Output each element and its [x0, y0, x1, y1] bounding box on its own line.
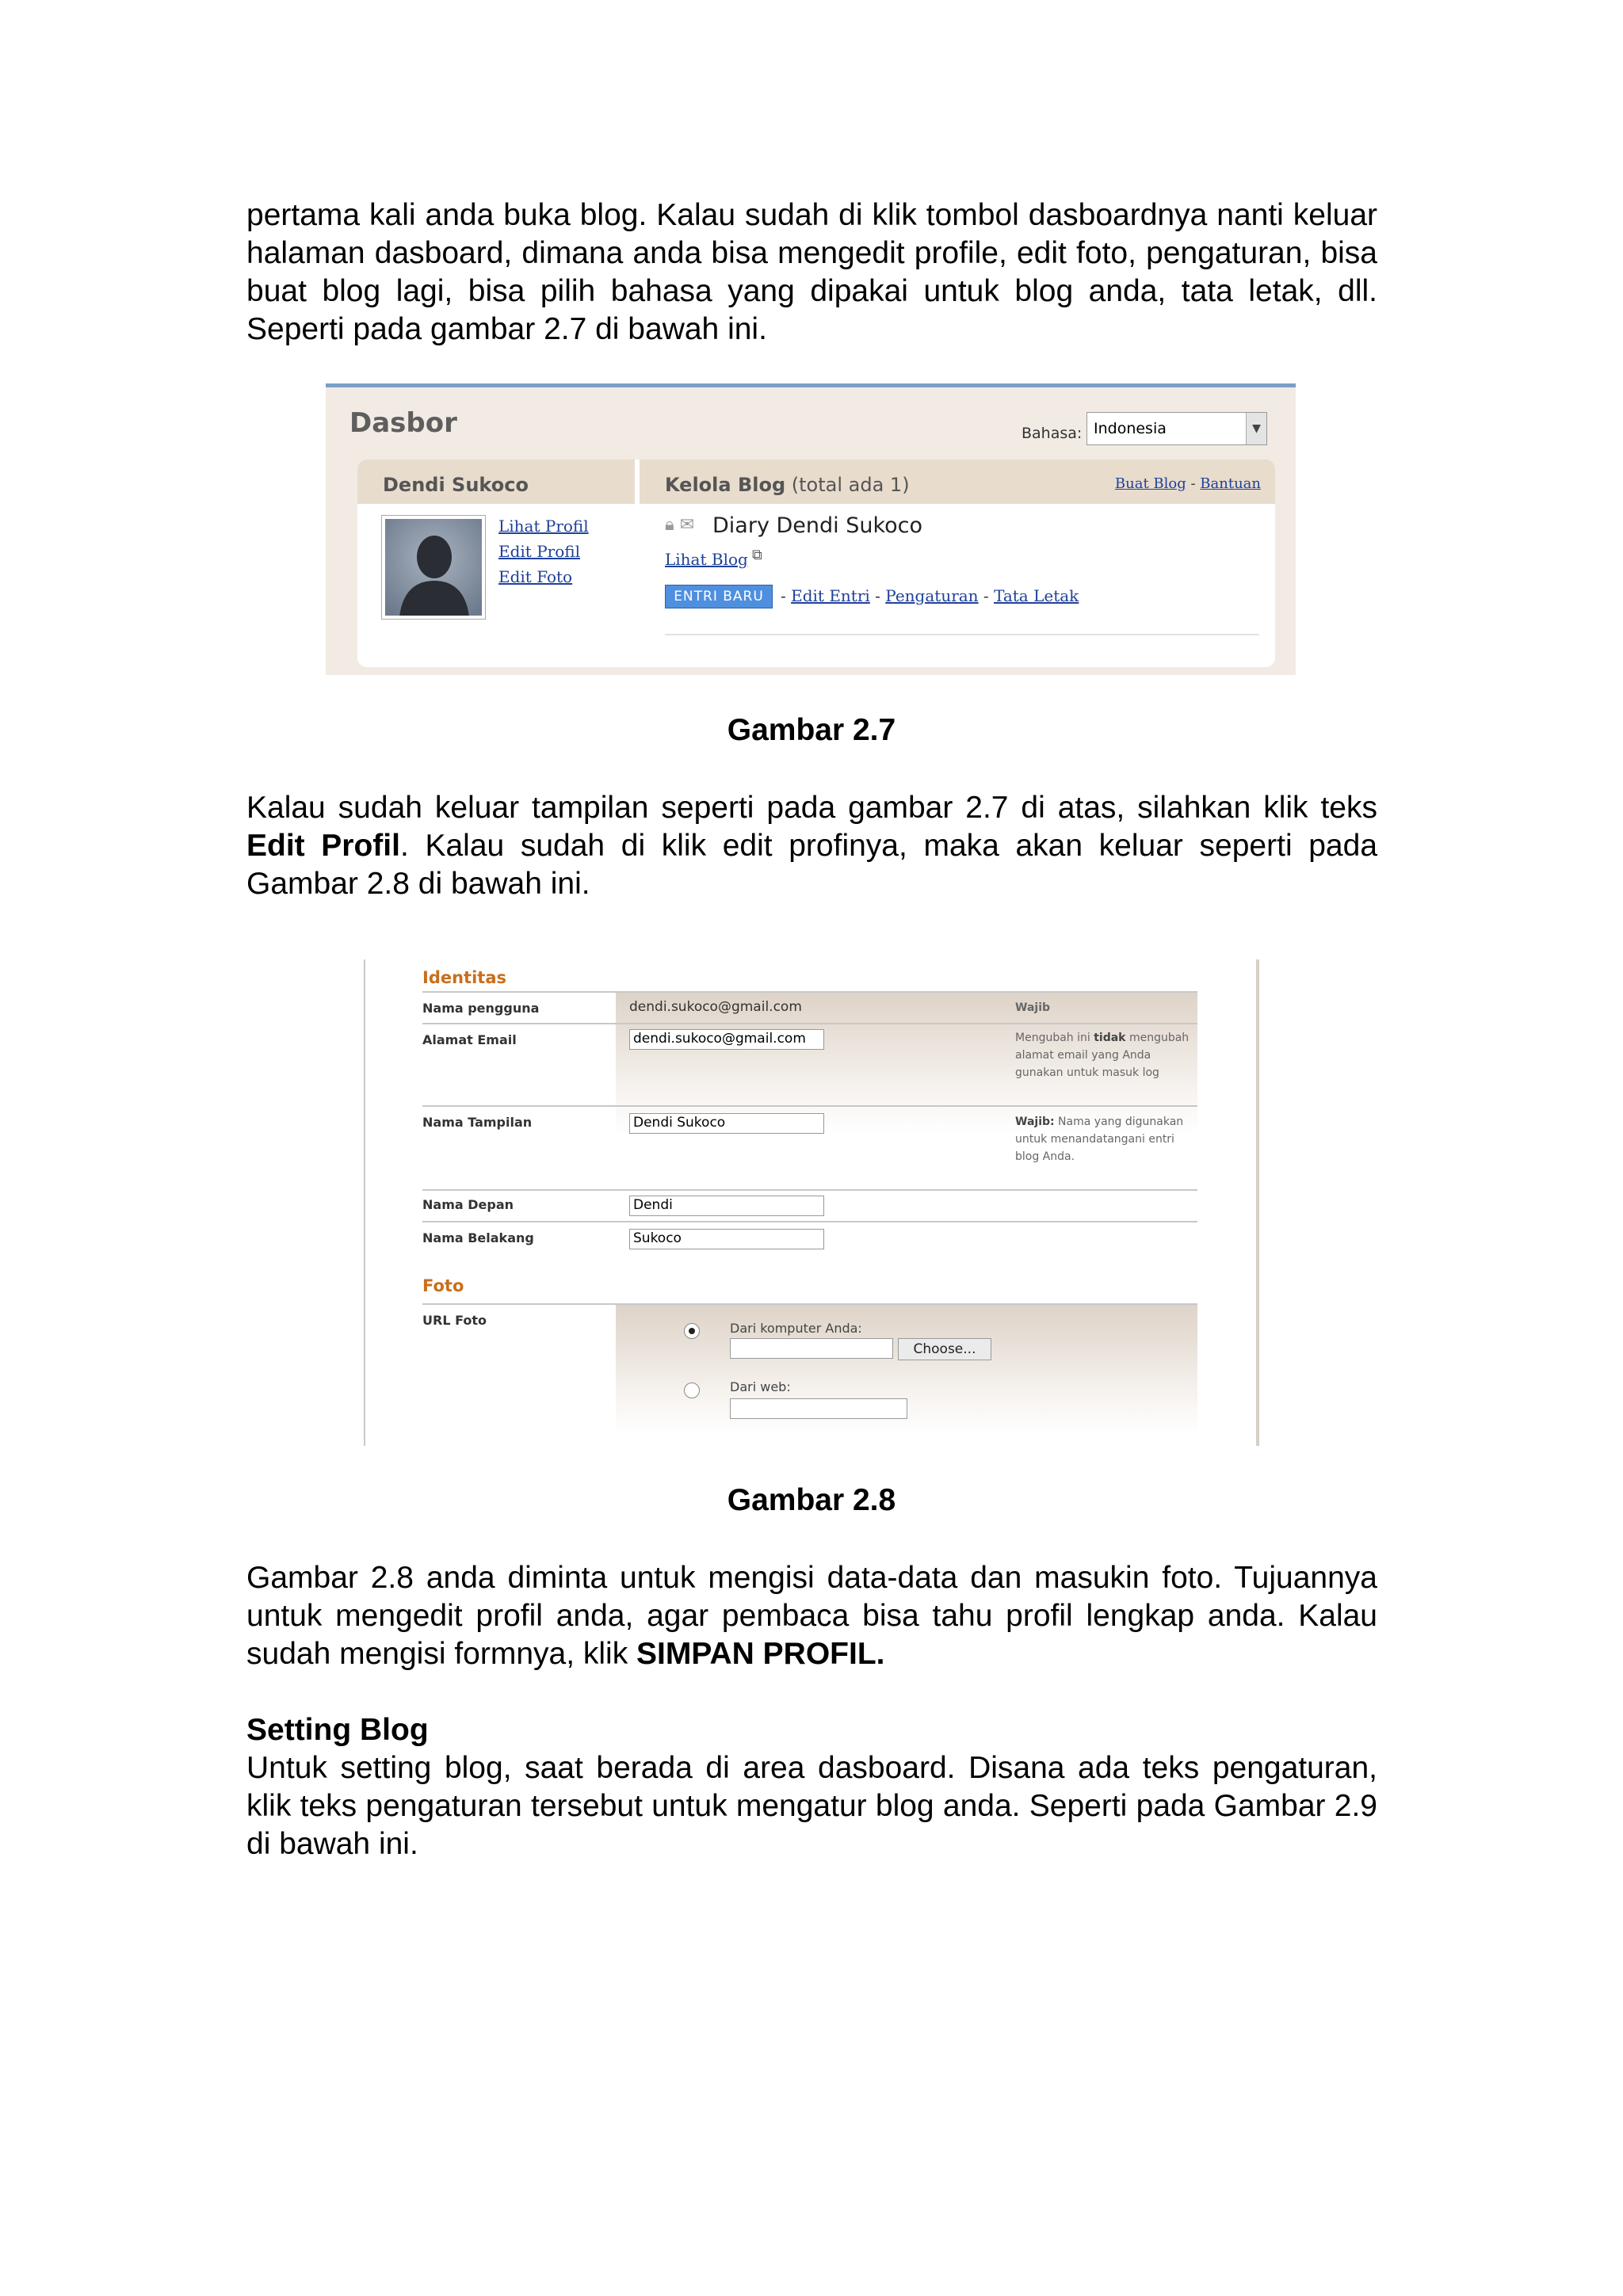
dasbor-title: Dasbor	[349, 407, 457, 439]
edit-entries-link[interactable]: Edit Entri	[791, 586, 870, 605]
email-label: Alamat Email	[422, 1032, 517, 1047]
manage-blog-title	[665, 474, 910, 496]
layout-link[interactable]: Tata Letak	[994, 586, 1079, 605]
settings-link[interactable]: Pengaturan	[885, 586, 979, 605]
row-divider	[422, 1303, 1197, 1305]
email-note-bold: tidak	[1094, 1032, 1126, 1044]
first-name-label: Nama Depan	[422, 1197, 514, 1212]
last-name-label: Nama Belakang	[422, 1230, 534, 1245]
blog-action-links: - Edit Entri - Pengaturan - Tata Letak	[781, 586, 1079, 605]
user-name: Dendi Sukoco	[383, 474, 529, 496]
blog-name: Diary Dendi Sukoco	[712, 513, 923, 538]
row-divider	[422, 1023, 1197, 1024]
display-note-text: Nama yang digunakan untuk menandatangani entri blog Anda.	[1015, 1116, 1184, 1163]
row-divider	[422, 1189, 1197, 1191]
photo-url-field[interactable]	[730, 1398, 907, 1419]
language-select-value: Indonesia	[1094, 420, 1167, 437]
row-divider	[422, 1221, 1197, 1222]
email-field[interactable]: dendi.sukoco@gmail.com	[629, 1029, 824, 1050]
lock-icon: 🔒︎	[665, 515, 674, 535]
paragraph-setting-blog: Untuk setting blog, saat berada di area dasboard. Disana ada teks pengaturan, klik teks pengaturan tersebut untuk mengatur blog anda. Seperti pada Gambar 2.9 di bawah ini.	[246, 1751, 1377, 1861]
view-blog-link[interactable]: Lihat Blog	[665, 550, 748, 569]
user-silhouette-icon	[385, 519, 482, 616]
view-profile-link[interactable]: Lihat Profil	[498, 517, 589, 536]
language-select[interactable]	[1086, 412, 1267, 445]
top-accent-line	[326, 383, 1296, 387]
figure-2-7-dasbor	[326, 383, 1296, 675]
right-border	[1256, 959, 1259, 1446]
bahasa-label: Bahasa:	[1022, 425, 1083, 442]
email-note	[1015, 1029, 1190, 1081]
mail-icon: ✉︎	[679, 515, 695, 535]
section-heading-setting-blog: Setting Blog	[246, 1713, 429, 1747]
email-note-b: mengubah alamat email yang Anda gunakan untuk masuk log	[1015, 1032, 1190, 1079]
email-note-a: Mengubah ini	[1015, 1032, 1094, 1044]
file-path-field[interactable]	[730, 1338, 893, 1359]
caption-figure-2-7: Gambar 2.7	[727, 713, 896, 747]
section-title-identitas: Identitas	[422, 968, 506, 987]
caption-figure-2-8: Gambar 2.8	[727, 1483, 896, 1517]
from-web-label: Dari web:	[730, 1379, 791, 1394]
help-link[interactable]: Bantuan	[1200, 475, 1261, 492]
choose-file-button[interactable]: Choose...	[898, 1338, 991, 1360]
header-links: Buat Blog - Bantuan	[1114, 475, 1261, 492]
required-label: Wajib	[1015, 1001, 1051, 1014]
radio-from-web[interactable]	[684, 1383, 700, 1398]
paragraph-fill-form	[246, 1559, 1377, 1673]
profile-links	[498, 513, 589, 589]
display-name-label: Nama Tampilan	[422, 1115, 533, 1130]
edit-profile-link[interactable]: Edit Profil	[498, 542, 580, 561]
edit-photo-link[interactable]: Edit Foto	[498, 567, 573, 586]
panel-header	[357, 460, 1275, 504]
external-link-icon: ⧉	[752, 547, 762, 563]
username-value: dendi.sukoco@gmail.com	[629, 999, 802, 1015]
radio-from-computer[interactable]	[684, 1323, 700, 1339]
p2-bold: Edit Profil	[246, 829, 400, 863]
display-name-note	[1015, 1113, 1190, 1165]
avatar	[381, 515, 486, 620]
first-name-field[interactable]: Dendi	[629, 1196, 824, 1216]
left-border	[364, 959, 365, 1446]
figure-2-8-identitas	[364, 959, 1259, 1446]
p3-bold: SIMPAN PROFIL.	[636, 1637, 885, 1671]
blog-status-icons	[665, 515, 694, 535]
paragraph-edit-profile	[246, 789, 1377, 903]
header-divider	[635, 460, 640, 504]
create-blog-link[interactable]: Buat Blog	[1114, 475, 1186, 492]
p2-text-a: Kalau sudah keluar tampilan seperti pada gambar 2.7 di atas, silahkan klik teks	[246, 791, 1377, 825]
paragraph-intro: pertama kali anda buka blog. Kalau sudah di klik tombol dasboardnya nanti keluar halaman dasboard, dimana anda bisa mengedit profile, edit foto, pengaturan, bisa buat blog lagi, bisa pilih bahasa yang dipakai untuk blog anda, tata letak, dll. Seperti pada gambar 2.7 di bawah ini.	[246, 198, 1377, 346]
from-computer-label: Dari komputer Anda:	[730, 1321, 862, 1336]
view-blog-row	[665, 550, 748, 569]
p3-text: Gambar 2.8 anda diminta untuk mengisi data-data dan masukin foto. Tujuannya untuk mengedit profil anda, agar pembaca bisa tahu profil lengkap anda. Kalau sudah mengisi formnya, klik	[246, 1561, 1377, 1671]
divider-line	[665, 634, 1259, 635]
row-divider	[422, 1105, 1197, 1107]
display-name-field[interactable]: Dendi Sukoco	[629, 1113, 824, 1134]
row-divider	[422, 991, 1197, 993]
last-name-field[interactable]: Sukoco	[629, 1229, 824, 1249]
blog-count: (total ada 1)	[791, 474, 910, 496]
section-title-foto: Foto	[422, 1276, 464, 1295]
chevron-down-icon[interactable]: ▼	[1246, 413, 1266, 444]
photo-url-label: URL Foto	[422, 1313, 487, 1328]
manage-blog-label: Kelola Blog	[665, 474, 786, 496]
display-note-bold: Wajib:	[1015, 1116, 1055, 1128]
dashboard-panel	[357, 460, 1275, 667]
new-entry-button[interactable]: ENTRI BARU	[665, 585, 773, 608]
p2-text-b: . Kalau sudah di klik edit profinya, maka akan keluar seperti pada Gambar 2.8 di bawah ini.	[246, 829, 1378, 901]
username-label: Nama pengguna	[422, 1001, 540, 1016]
